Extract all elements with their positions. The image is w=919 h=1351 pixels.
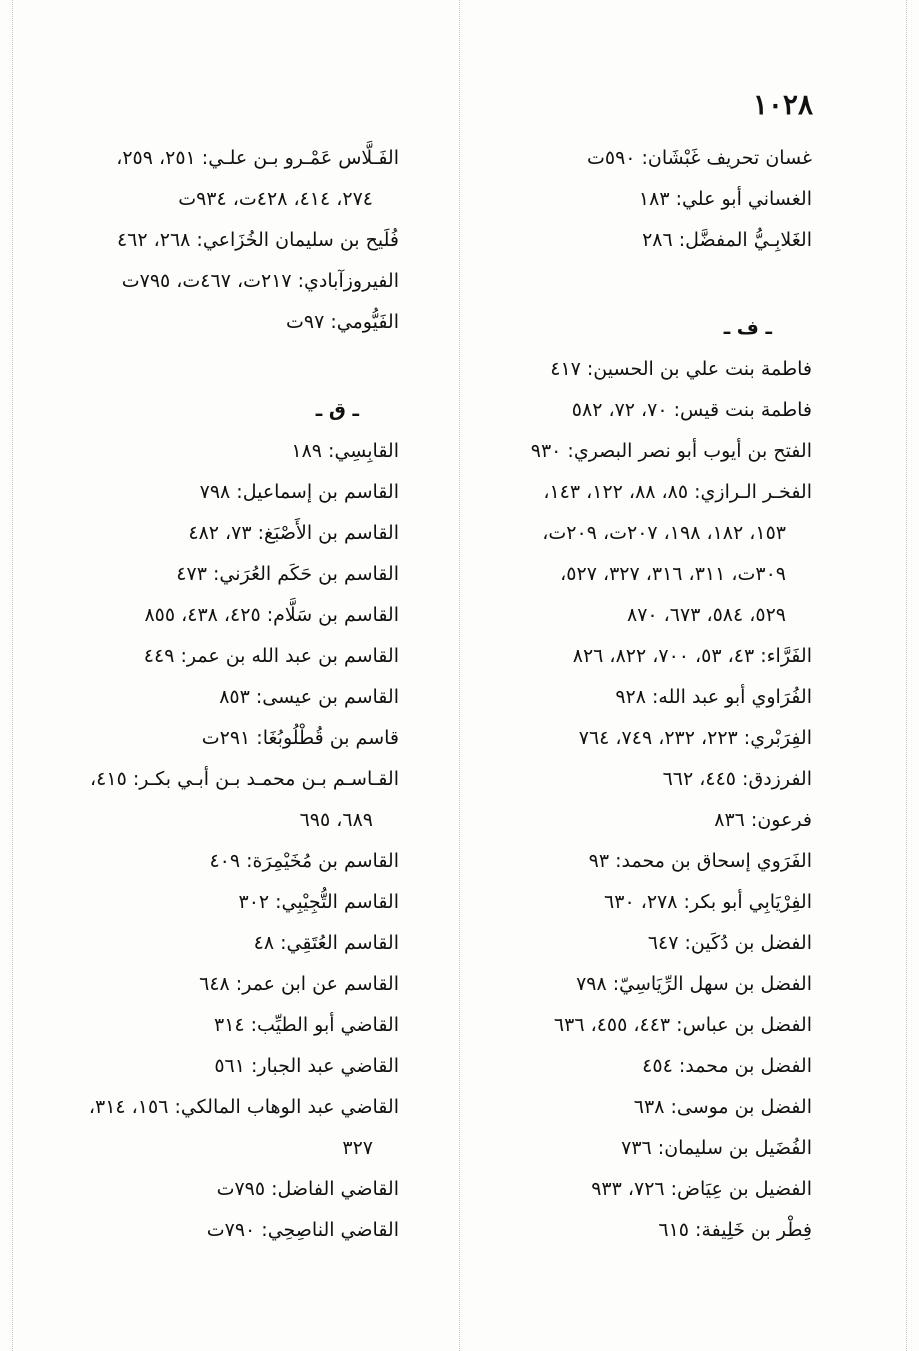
index-entry: القابِسِي: ١٨٩	[291, 440, 399, 462]
index-entry: القاسم بن الأَصْبَغ: ٧٣، ٤٨٢	[188, 522, 399, 544]
index-entry: الفُضَيل بن سليمان: ٧٣٦	[621, 1137, 812, 1159]
index-entry: الفِرْيَابِي أبو بكر: ٢٧٨، ٦٣٠	[604, 891, 812, 913]
index-entry: القاضي أبو الطيِّب: ٣١٤	[213, 1014, 399, 1036]
index-entry-continuation: ١٥٣، ١٨٢، ١٩٨، ٢٠٧ت، ٢٠٩ت،	[542, 522, 786, 544]
index-entry: القاضي عبد الجبار: ٥٦١	[214, 1055, 399, 1077]
index-entry: القاضي الفاضل: ٧٩٥ت	[216, 1178, 399, 1200]
index-entry: القاسم بن مُخَيْمِرَة: ٤٠٩	[209, 850, 399, 872]
index-entry: قاسم بن قُطْلُوبُغَا: ٢٩١ت	[201, 727, 399, 749]
index-entry: القاسم العُتَقِي: ٤٨	[253, 932, 399, 954]
index-entry: الفَرَّاء: ٤٣، ٥٣، ٧٠٠، ٨٢٢، ٨٢٦	[572, 645, 812, 667]
index-entry: فاطمة بنت قيس: ٧٠، ٧٢، ٥٨٢	[571, 399, 812, 421]
index-entry: فاطمة بنت علي بن الحسين: ٤١٧	[550, 358, 812, 380]
index-entry: الفرزدق: ٤٤٥، ٦٦٢	[662, 768, 812, 790]
index-entry: فِطْر بن خَلِيفة: ٦١٥	[658, 1219, 812, 1241]
index-entry: الفخـر الـرازي: ٨٥، ٨٨، ١٢٢، ١٤٣،	[543, 481, 812, 503]
index-column-right	[456, 138, 812, 1251]
section-header-qaf: ـ ق ـ	[315, 399, 359, 421]
index-entry: الفضل بن عباس: ٤٤٣، ٤٥٥، ٦٣٦	[553, 1014, 812, 1036]
index-entry-continuation: ٥٢٩، ٥٨٤، ٦٧٣، ٨٧٠	[626, 604, 786, 626]
index-entry: فرعون: ٨٣٦	[714, 809, 812, 831]
index-entry: الفضل بن موسى: ٦٣٨	[633, 1096, 812, 1118]
index-entry: الفَيُّومي: ٩٧ت	[286, 311, 399, 333]
index-entry: فُلَيح بن سليمان الخُزَاعي: ٢٦٨، ٤٦٢	[116, 229, 399, 251]
index-entry: القاضي الناصِحِي: ٧٩٠ت	[206, 1219, 399, 1241]
index-entry: الفتح بن أيوب أبو نصر البصري: ٩٣٠	[530, 440, 812, 462]
index-entry: القاسم بن حَكَم العُرَني: ٤٧٣	[176, 563, 399, 585]
index-entry: الفضيل بن عِيَاض: ٧٢٦، ٩٣٣	[591, 1178, 812, 1200]
index-entry: القاسم بن عبد الله بن عمر: ٤٤٩	[143, 645, 399, 667]
index-entry: الفِرَبْري: ٢٢٣، ٢٣٢، ٧٤٩، ٧٦٤	[578, 727, 812, 749]
index-entry: الفضل بن محمد: ٤٥٤	[642, 1055, 812, 1077]
index-entry: القاسم بن إسماعيل: ٧٩٨	[199, 481, 399, 503]
index-entry: الفضل بن دُكَين: ٦٤٧	[647, 932, 812, 954]
index-entry-continuation: ٢٧٤، ٤١٤، ٤٢٨ت، ٩٣٤ت	[178, 188, 373, 210]
index-entry: الفَرَوي إسحاق بن محمد: ٩٣	[588, 850, 812, 872]
index-entry: الفُرَاوي أبو عبد الله: ٩٢٨	[615, 686, 812, 708]
index-entry: القاضي عبد الوهاب المالكي: ١٥٦، ٣١٤،	[88, 1096, 399, 1118]
page-number: ١٠٢٨	[752, 88, 813, 121]
index-entry: القـاسـم بـن محمـد بـن أبـي بكـر: ٤١٥،	[90, 768, 399, 790]
index-entry: القاسم التُّجِيْبِي: ٣٠٢	[238, 891, 399, 913]
index-entry-continuation: ٣٠٩ت، ٣١١، ٣١٦، ٣٢٧، ٥٢٧،	[560, 563, 786, 585]
index-column-left	[44, 138, 399, 1251]
index-entry: الغساني أبو علي: ١٨٣	[638, 188, 812, 210]
section-header-fa: ـ ف ـ	[723, 317, 772, 339]
scan-edge-dots-right	[906, 0, 907, 1351]
index-entry: الغَلابِـيُّ المفضَّل: ٢٨٦	[642, 229, 812, 251]
index-entry-continuation: ٦٨٩، ٦٩٥	[299, 809, 373, 831]
index-entry: القاسم عن ابن عمر: ٦٤٨	[199, 973, 399, 995]
index-entry: القاسم بن عيسى: ٨٥٣	[219, 686, 399, 708]
index-entry-continuation: ٣٢٧	[342, 1137, 373, 1159]
index-entry: الفيروزآبادي: ٢١٧ت، ٤٦٧ت، ٧٩٥ت	[121, 270, 399, 292]
scan-edge-dots-left	[12, 0, 13, 1351]
index-entry: غسان تحريف غَبْشَان: ٥٩٠ت	[586, 147, 812, 169]
index-entry: القاسم بن سَلَّام: ٤٢٥، ٤٣٨، ٨٥٥	[144, 604, 399, 626]
index-entry: الفَـلَّاس عَمْـرو بـن علـي: ٢٥١، ٢٥٩،	[116, 147, 399, 169]
index-entry: الفضل بن سهل الرِّيَاسِيّ: ٧٩٨	[576, 973, 812, 995]
